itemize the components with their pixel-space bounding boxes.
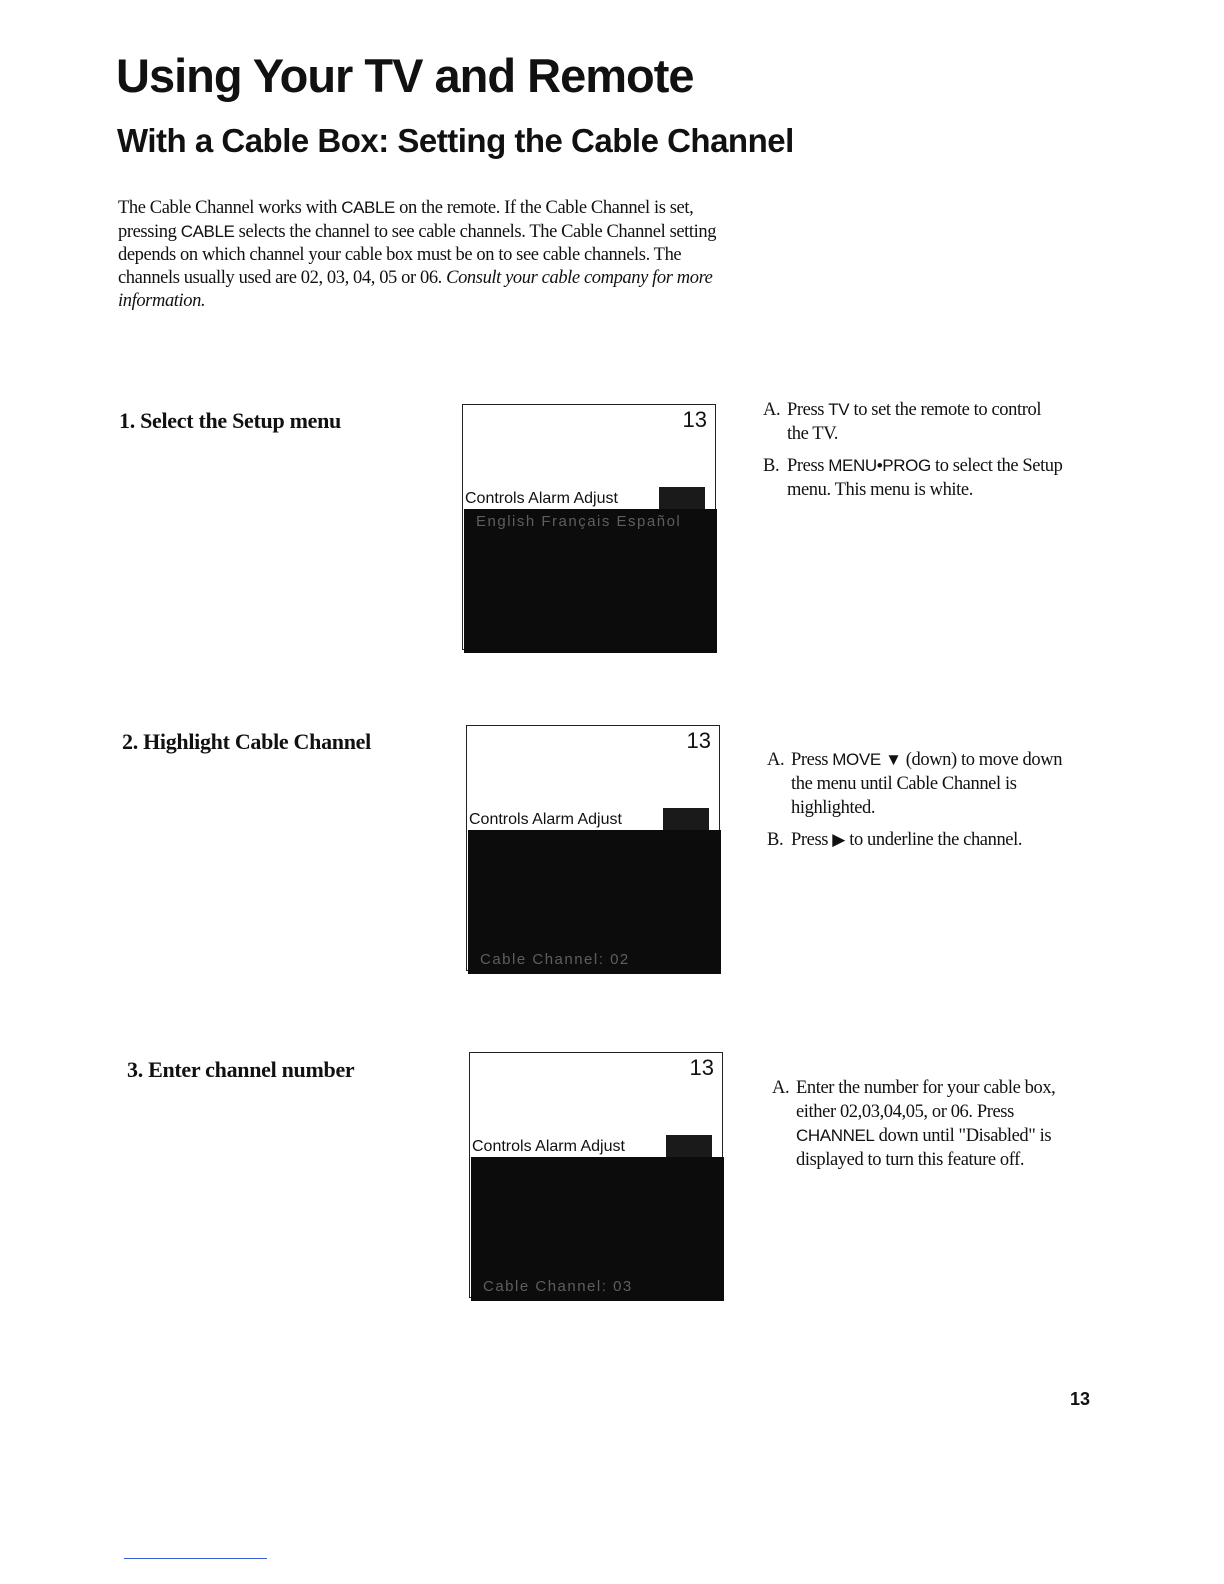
channel-number: 13 [682, 407, 707, 432]
page-title: Using Your TV and Remote [116, 49, 694, 102]
step-1-instruction-a [763, 398, 1063, 446]
menu-line-cable-channel: Cable Channel: 02 [480, 951, 630, 968]
highlighted-setup-tab [663, 808, 709, 830]
step-1-instruction-b [763, 454, 1063, 502]
section-subtitle: With a Cable Box: Setting the Cable Channel [117, 122, 794, 159]
step-2-heading: 2. Highlight Cable Channel [122, 729, 371, 754]
menu-tabs: Controls Alarm Adjust [472, 1138, 625, 1155]
menu-tabs: Controls Alarm Adjust [469, 811, 622, 828]
instruction-letter: A. [767, 750, 785, 770]
instruction-text: (down) to move down the menu until Cable Channel is highlighted. [791, 750, 1063, 818]
step-2-tv-screen [466, 725, 720, 971]
step-2-instruction-b [767, 828, 1067, 852]
instruction-text: to select the Setup menu. This menu is white. [787, 456, 1063, 500]
intro-key-cable-2: CABLE [180, 222, 235, 241]
instruction-letter: A. [772, 1078, 790, 1098]
step-3-instruction-a [772, 1076, 1072, 1172]
instruction-text: to underline the channel. [844, 830, 1023, 850]
instruction-text: to set the remote to control the TV. [787, 400, 1042, 444]
step-1-instructions [763, 398, 1063, 510]
instruction-text: Press [791, 750, 833, 770]
channel-number: 13 [686, 728, 711, 753]
instruction-key: TV [828, 400, 850, 419]
intro-note: Consult your cable company for more information. [118, 268, 713, 311]
instruction-letter: B. [763, 456, 780, 476]
intro-text-1: The Cable Channel works with [118, 198, 342, 218]
instruction-letter: B. [767, 830, 784, 850]
menu-dark-panel [468, 830, 721, 974]
highlighted-setup-tab [659, 487, 705, 509]
instruction-text: down until "Disabled" is displayed to turn this feature off. [796, 1126, 1052, 1170]
step-3-tv-screen [469, 1052, 723, 1298]
highlighted-setup-tab [666, 1135, 712, 1157]
step-3-heading: 3. Enter channel number [127, 1057, 355, 1082]
footer-rule [124, 1558, 267, 1559]
intro-text-2: on the remote. If the Cable Channel is set, pressing [118, 198, 694, 242]
step-2-instruction-a [767, 748, 1067, 820]
intro-key-cable-1: CABLE [341, 198, 395, 217]
step-2-instructions [767, 748, 1067, 860]
intro-paragraph [118, 196, 728, 313]
menu-dark-panel [464, 509, 717, 653]
step-1-tv-screen [462, 404, 716, 650]
step-3-instructions [772, 1076, 1072, 1180]
instruction-key: MOVE ▼ [832, 750, 902, 769]
menu-tabs: Controls Alarm Adjust [465, 490, 618, 507]
instruction-letter: A. [763, 400, 781, 420]
intro-text-3: selects the channel to see cable channels. The Cable Channel setting depends on which channel your cable box must be on to see cable channels. The channels usually used are 02, 03, 04, 05 or 06. [118, 222, 717, 288]
menu-line-cable-channel: Cable Channel: 03 [483, 1278, 633, 1295]
menu-dark-panel [471, 1157, 724, 1301]
instruction-text: Press [787, 400, 829, 420]
instruction-key: CHANNEL [796, 1126, 875, 1145]
instruction-text: Press [787, 456, 829, 476]
channel-number: 13 [689, 1055, 714, 1080]
instruction-text: Enter the number for your cable box, either 02,03,04,05, or 06. Press [796, 1078, 1056, 1122]
instruction-key: ▶ [832, 830, 845, 849]
instruction-key: MENU•PROG [828, 456, 931, 475]
step-1-heading: 1. Select the Setup menu [119, 408, 341, 433]
instruction-text: Press [791, 830, 833, 850]
page-number: 13 [1070, 1389, 1091, 1409]
menu-line-languages: English Français Español [476, 513, 682, 530]
